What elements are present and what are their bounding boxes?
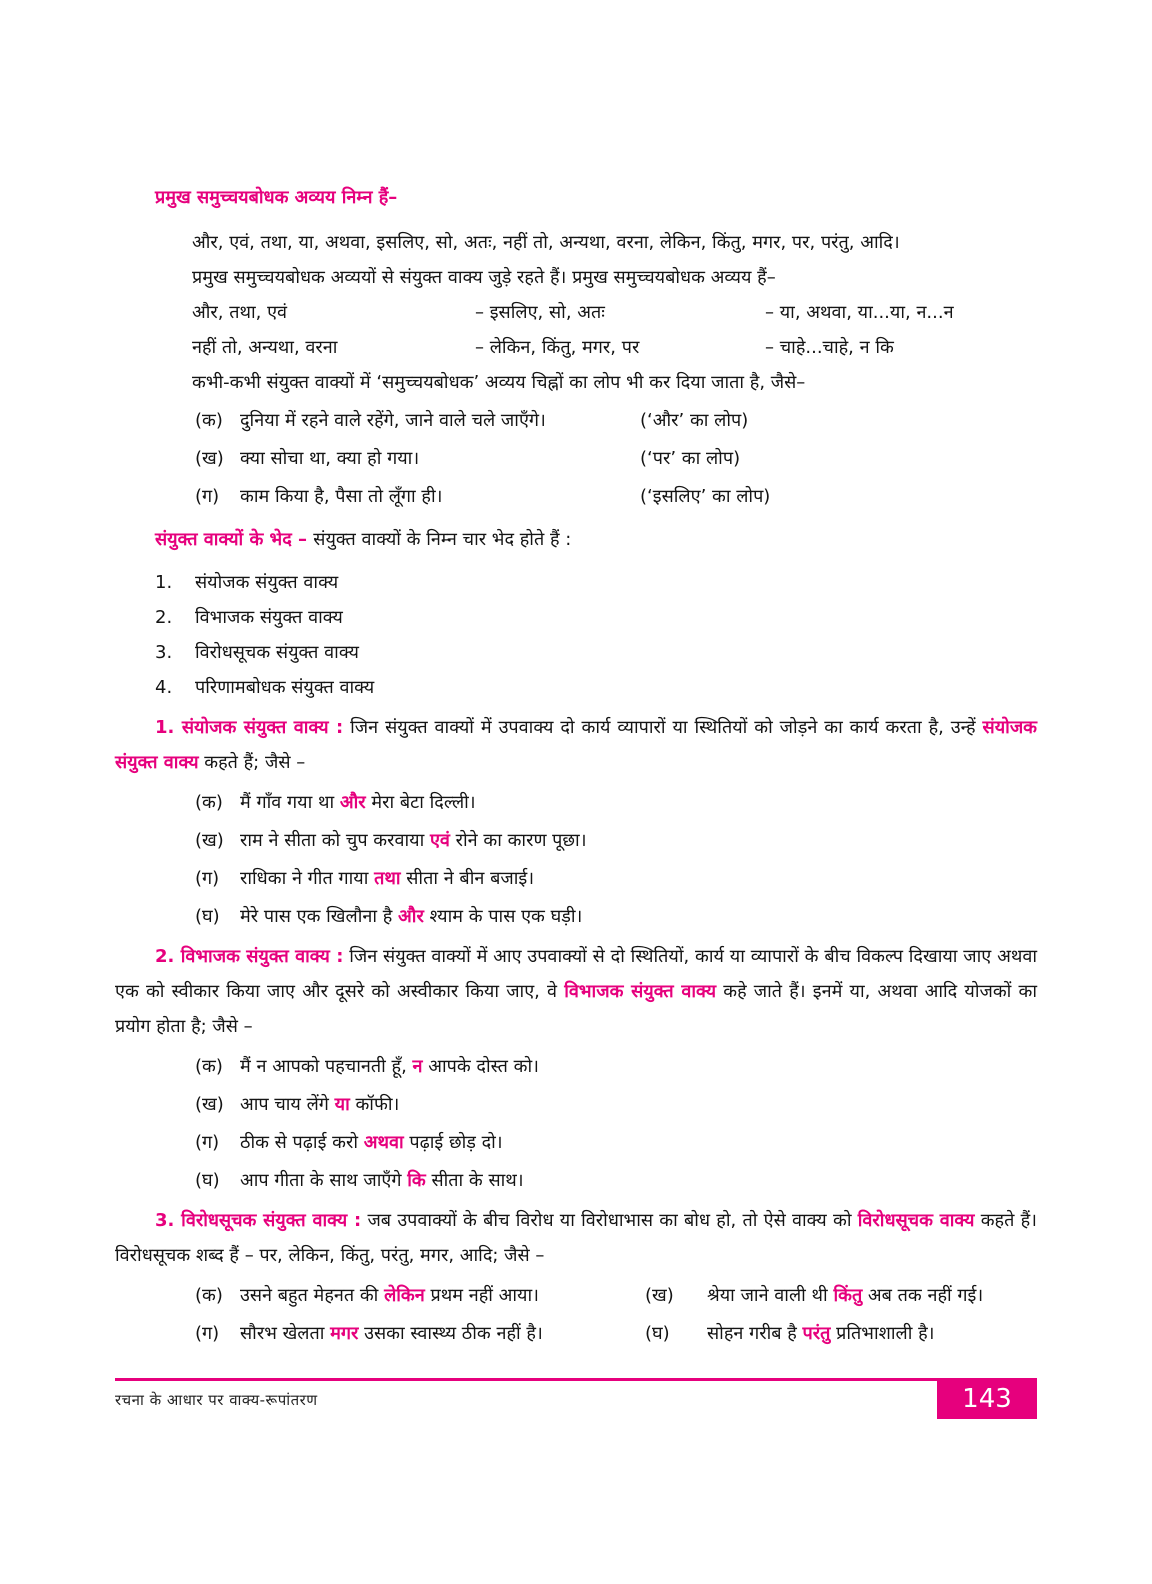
example-sentence (707, 1316, 1037, 1351)
conjunction-columns-row (192, 330, 1037, 365)
numbered-list-item (155, 670, 1037, 705)
body-text: आप चाय लेंगे (240, 1094, 335, 1115)
example-row (195, 1087, 1037, 1122)
example-label: (घ) (195, 1170, 220, 1191)
example-sentence (240, 899, 1037, 934)
column-cell: नहीं तो, अन्यथा, वरना (192, 337, 338, 358)
body-text: सीता ने बीन बजाई। (400, 868, 535, 889)
body-text: उसका स्वास्थ्य ठीक नहीं है। (358, 1323, 543, 1344)
highlighted-text: विरोधसूचक वाक्य (857, 1210, 975, 1231)
example-label: (ग) (195, 486, 220, 507)
body-text: कॉफी। (349, 1094, 400, 1115)
example-label: (ग) (195, 1132, 220, 1153)
example-label: (ग) (195, 1323, 220, 1344)
example-pair-row (195, 1316, 1037, 1351)
highlighted-text: किंतु (833, 1285, 863, 1306)
body-text: प्रतिभाशाली है। (830, 1323, 935, 1344)
example-label: (क) (195, 1056, 223, 1077)
body-text: प्रथम नहीं आया। (424, 1285, 539, 1306)
footer-chapter-title: रचना के आधार पर वाक्य-रूपांतरण (115, 1391, 318, 1409)
body-text: आपके दोस्त को। (422, 1056, 539, 1077)
highlighted-text: लेकिन (384, 1285, 425, 1306)
body-text: मेरे पास एक खिलौना है (240, 906, 399, 927)
body-text: क्या सोचा था, क्या हो गया। (240, 448, 420, 469)
example-row (195, 785, 1037, 820)
body-text: कहते हैं; जैसे – (198, 752, 306, 773)
text-line (192, 260, 1037, 295)
example-row (195, 1049, 1037, 1084)
example-row (195, 479, 1037, 514)
page-number: 143 (962, 1383, 1012, 1414)
highlighted-text: प्रमुख समुच्चयबोधक अव्यय निम्न हैं– (155, 187, 398, 208)
body-text: राधिका ने गीत गाया (240, 868, 375, 889)
section-heading (155, 522, 1037, 557)
body-text: मैं गाँव गया था (240, 792, 340, 813)
highlighted-text: अथवा (363, 1132, 404, 1153)
text-line (192, 225, 1037, 260)
numbered-list-item (155, 635, 1037, 670)
content (115, 180, 1037, 1354)
highlighted-text: मगर (330, 1323, 359, 1344)
highlighted-text: न (412, 1056, 423, 1077)
highlighted-text: संयोजक संयुक्त वाक्य (115, 717, 1037, 773)
numbered-list-item (155, 600, 1037, 635)
example-row (195, 441, 1037, 476)
example-label: (ख) (195, 448, 224, 469)
body-text: कहते हैं। विरोधसूचक शब्द हैं – पर, लेकिन, किंतु, परंतु, मगर, आदि; जैसे – (115, 1210, 1038, 1266)
example-row (195, 1163, 1037, 1198)
highlighted-text: 3. विरोधसूचक संयुक्त वाक्य : (155, 1210, 362, 1231)
example-sentence (240, 1163, 1037, 1198)
example-note: (‘पर’ का लोप) (640, 448, 741, 469)
example-label: (ख) (195, 1094, 224, 1115)
body-text: ठीक से पढ़ाई करो (240, 1132, 364, 1153)
body-text: रोने का कारण पूछा। (449, 830, 587, 851)
highlighted-text: 2. विभाजक संयुक्त वाक्य : (155, 946, 344, 967)
example-row (195, 403, 1037, 438)
example-sentence (240, 403, 640, 438)
example-sentence (240, 1316, 645, 1351)
body-text: श्याम के पास एक घड़ी। (423, 906, 583, 927)
example-label: (क) (195, 792, 223, 813)
numbered-list-item (155, 565, 1037, 600)
body-text: सीता के साथ। (425, 1170, 524, 1191)
example-label: (घ) (645, 1323, 670, 1344)
definition-paragraph (115, 1203, 1037, 1273)
highlighted-text: विभाजक संयुक्त वाक्य (564, 981, 717, 1002)
highlighted-text: एवं (429, 830, 450, 851)
body-text: काम किया है, पैसा तो लूँगा ही। (240, 486, 443, 507)
list-text: संयोजक संयुक्त वाक्य (195, 572, 339, 593)
definition-paragraph (115, 939, 1037, 1044)
body-text: उसने बहुत मेहनत की (240, 1285, 385, 1306)
highlighted-text: 1. संयोजक संयुक्त वाक्य : (155, 717, 344, 738)
example-label: (क) (195, 410, 223, 431)
example-note: (‘इसलिए’ का लोप) (640, 486, 771, 507)
body-text: राम ने सीता को चुप करवाया (240, 830, 430, 851)
highlighted-text: तथा (374, 868, 401, 889)
body-text: आप गीता के साथ जाएँगे (240, 1170, 408, 1191)
column-cell: – इसलिए, सो, अतः (475, 302, 605, 323)
body-text: मेरा बेटा दिल्ली। (365, 792, 476, 813)
example-sentence (240, 1125, 1037, 1160)
highlighted-text: कि (407, 1170, 426, 1191)
example-label: (ख) (195, 830, 224, 851)
example-sentence (240, 1049, 1037, 1084)
body-text: प्रमुख समुच्चयबोधक अव्ययों से संयुक्त वाक्य जुड़े रहते हैं। प्रमुख समुच्चयबोधक अव्यय हैं– (192, 267, 776, 288)
text-line (192, 365, 1037, 400)
body-text: पढ़ाई छोड़ दो। (403, 1132, 503, 1153)
example-sentence (240, 1087, 1037, 1122)
column-cell: – चाहे...चाहे, न कि (765, 337, 894, 358)
body-text: मैं न आपको पहचानती हूँ, (240, 1056, 413, 1077)
body-text: जब उपवाक्यों के बीच विरोध या विरोधाभास का बोध हो, तो ऐसे वाक्य को (361, 1210, 858, 1231)
body-text: जिन संयुक्त वाक्यों में आए उपवाक्यों से दो स्थितियों, कार्य या व्यापारों के बीच विकल्प दिखाया जाए अथवा एक को स्वीकार किया जाए और दूसरे को अस्वीकार किया जाए, वे (115, 946, 1037, 1002)
list-number: 2. (155, 607, 173, 628)
example-sentence (240, 785, 1037, 820)
example-row (195, 861, 1037, 896)
example-pair-row (195, 1278, 1037, 1313)
example-label: (ख) (645, 1285, 674, 1306)
list-number: 3. (155, 642, 173, 663)
body-text: दुनिया में रहने वाले रहेंगे, जाने वाले चले जाएँगे। (240, 410, 546, 431)
highlighted-text: संयुक्त वाक्यों के भेद – (155, 529, 314, 550)
example-label: (क) (195, 1285, 223, 1306)
highlighted-text: परंतु (802, 1323, 831, 1344)
body-text: अब तक नहीं गई। (862, 1285, 984, 1306)
body-text: सोहन गरीब है (707, 1323, 803, 1344)
example-row (195, 823, 1037, 858)
example-row (195, 1125, 1037, 1160)
example-label: (ग) (195, 868, 220, 889)
example-label: (घ) (195, 906, 220, 927)
column-cell: और, तथा, एवं (192, 302, 288, 323)
example-sentence (240, 1278, 645, 1313)
list-text: विरोधसूचक संयुक्त वाक्य (195, 642, 359, 663)
list-number: 1. (155, 572, 173, 593)
section-heading (155, 180, 1037, 215)
body-text: सौरभ खेलता (240, 1323, 331, 1344)
list-text: विभाजक संयुक्त वाक्य (195, 607, 343, 628)
example-sentence (240, 861, 1037, 896)
definition-paragraph (115, 710, 1037, 780)
body-text: श्रेया जाने वाली थी (707, 1285, 834, 1306)
body-text: कभी-कभी संयुक्त वाक्यों में ‘समुच्चयबोधक’ अव्यय चिह्नों का लोप भी कर दिया जाता है, जैसे– (192, 372, 806, 393)
body-text: संयुक्त वाक्यों के निम्न चार भेद होते हैं : (313, 529, 572, 550)
list-text: परिणामबोधक संयुक्त वाक्य (195, 677, 375, 698)
conjunction-columns-row (192, 295, 1037, 330)
highlighted-text: और (398, 906, 424, 927)
highlighted-text: और (339, 792, 366, 813)
highlighted-text: या (334, 1094, 350, 1115)
example-row (195, 899, 1037, 934)
page-number-badge (937, 1378, 1037, 1419)
column-cell: – लेकिन, किंतु, मगर, पर (475, 337, 640, 358)
body-text: कहे जाते हैं। इनमें या, अथवा आदि योजकों का प्रयोग होता है; जैसे – (115, 981, 1037, 1037)
body-text: और, एवं, तथा, या, अथवा, इसलिए, सो, अतः, नहीं तो, अन्यथा, वरना, लेकिन, किंतु, मगर, पर, परंतु, आदि। (192, 232, 900, 253)
example-sentence (240, 479, 640, 514)
example-sentence (240, 823, 1037, 858)
body-text: जिन संयुक्त वाक्यों में उपवाक्य दो कार्य व्यापारों या स्थितियों को जोड़ने का कार्य करता है, उन्हें (343, 717, 983, 738)
example-note: (‘और’ का लोप) (640, 410, 749, 431)
example-sentence (240, 441, 640, 476)
column-cell: – या, अथवा, या...या, न...न (765, 302, 954, 323)
footer-divider (115, 1378, 937, 1381)
list-number: 4. (155, 677, 173, 698)
example-sentence (707, 1278, 1037, 1313)
